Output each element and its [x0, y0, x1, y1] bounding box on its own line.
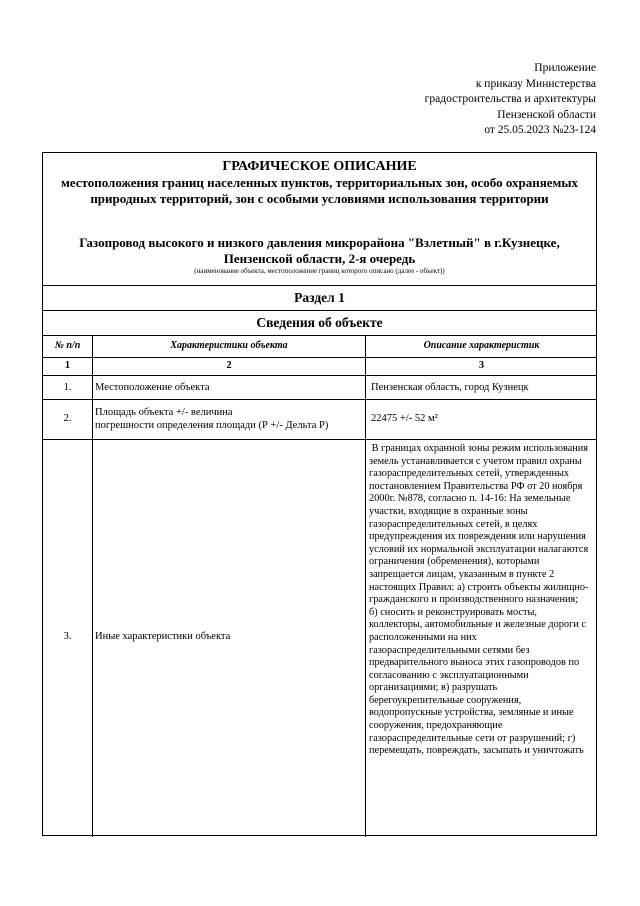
divider — [43, 285, 596, 286]
table-col-line — [92, 335, 93, 837]
appendix-line: Пензенской области — [497, 108, 596, 121]
appendix-line: от 25.05.2023 №23-124 — [484, 124, 596, 136]
appendix-line: градостроительства и архитектуры — [424, 93, 596, 105]
column-number: 2 — [226, 360, 232, 371]
table-row-line — [43, 439, 596, 440]
row-characteristic: Площадь объекта +/- величина погрешности определения площади (Р +/- Дельта Р) — [95, 407, 329, 431]
divider — [43, 335, 596, 336]
document-title: ГРАФИЧЕСКОЕ ОПИСАНИЕ — [222, 159, 417, 174]
column-header-characteristic: Характеристики объекта — [170, 340, 288, 351]
section-subtitle: Сведения об объекте — [256, 315, 383, 330]
row-description: В границах охранной зоны режим использования земель устанавливается с учетом правил охраны газораспределительных сетей, утвержденных постановлением Правительства РФ от 20 ноября 2000г. №878, согласно п. 14-16: На земельные участки, входящие в охранные зоны газораспределительных сетей, в целях предупреждения их повреждения или нарушения условий их нормальной эксплуатации налагаются ограничения (обременения), которыми запрещается лицам, указанным в пункте 2 настоящих Правил: а) строить объекты жилищно-гражданского и производственного назначения; б) сносить и реконструировать мосты, коллекторы, автомобильные и железные дороги с расположенными на них газораспределительными сетями без предварительного выноса этих газопроводов по согласованию с эксплуатационными организациями; в) разрушать берегоукрепительные сооружения, водопропускные устройства, земляные и иные сооружения, предохраняющие газораспределительные сети от разрушений; г) перемещать, повреждать, засыпать и уничтожать — [369, 443, 591, 757]
row-number: 3. — [63, 631, 72, 642]
divider — [43, 310, 596, 311]
section-title: Раздел 1 — [294, 290, 345, 305]
row-description: 22475 +/- 52 м² — [371, 413, 438, 424]
object-caption: (наименование объекта, местоположение границ которого описано (далее - объект)) — [194, 267, 445, 275]
document-subtitle: местоположения границ населенных пунктов, территориальных зон, особо охраняемых природных территорий, зон с особыми условиями использования территории — [60, 175, 579, 207]
row-characteristic: Иные характеристики объекта — [95, 631, 231, 642]
column-number: 3 — [478, 360, 485, 371]
row-number: 2. — [63, 413, 72, 424]
column-header-number: № п/п — [54, 340, 81, 351]
object-name: Газопровод высокого и низкого давления микрорайона "Взлетный" в г.Кузнецке, Пензенской области, 2-я очередь — [79, 235, 560, 266]
table-col-line — [365, 335, 366, 837]
row-description: Пензенская область, город Кузнецк — [371, 382, 529, 393]
table-row-line — [43, 357, 596, 358]
column-header-description: Описание характеристик — [423, 340, 540, 351]
appendix-line: Приложение — [534, 62, 596, 74]
row-number: 1. — [63, 382, 72, 393]
appendix-block — [425, 61, 596, 139]
document-frame — [42, 152, 597, 836]
column-number: 1 — [64, 360, 71, 371]
row-characteristic: Местоположение объекта — [95, 382, 210, 393]
table-row-line — [43, 399, 596, 400]
appendix-line: к приказу Министерства — [475, 77, 596, 90]
table-row-line — [43, 375, 596, 376]
